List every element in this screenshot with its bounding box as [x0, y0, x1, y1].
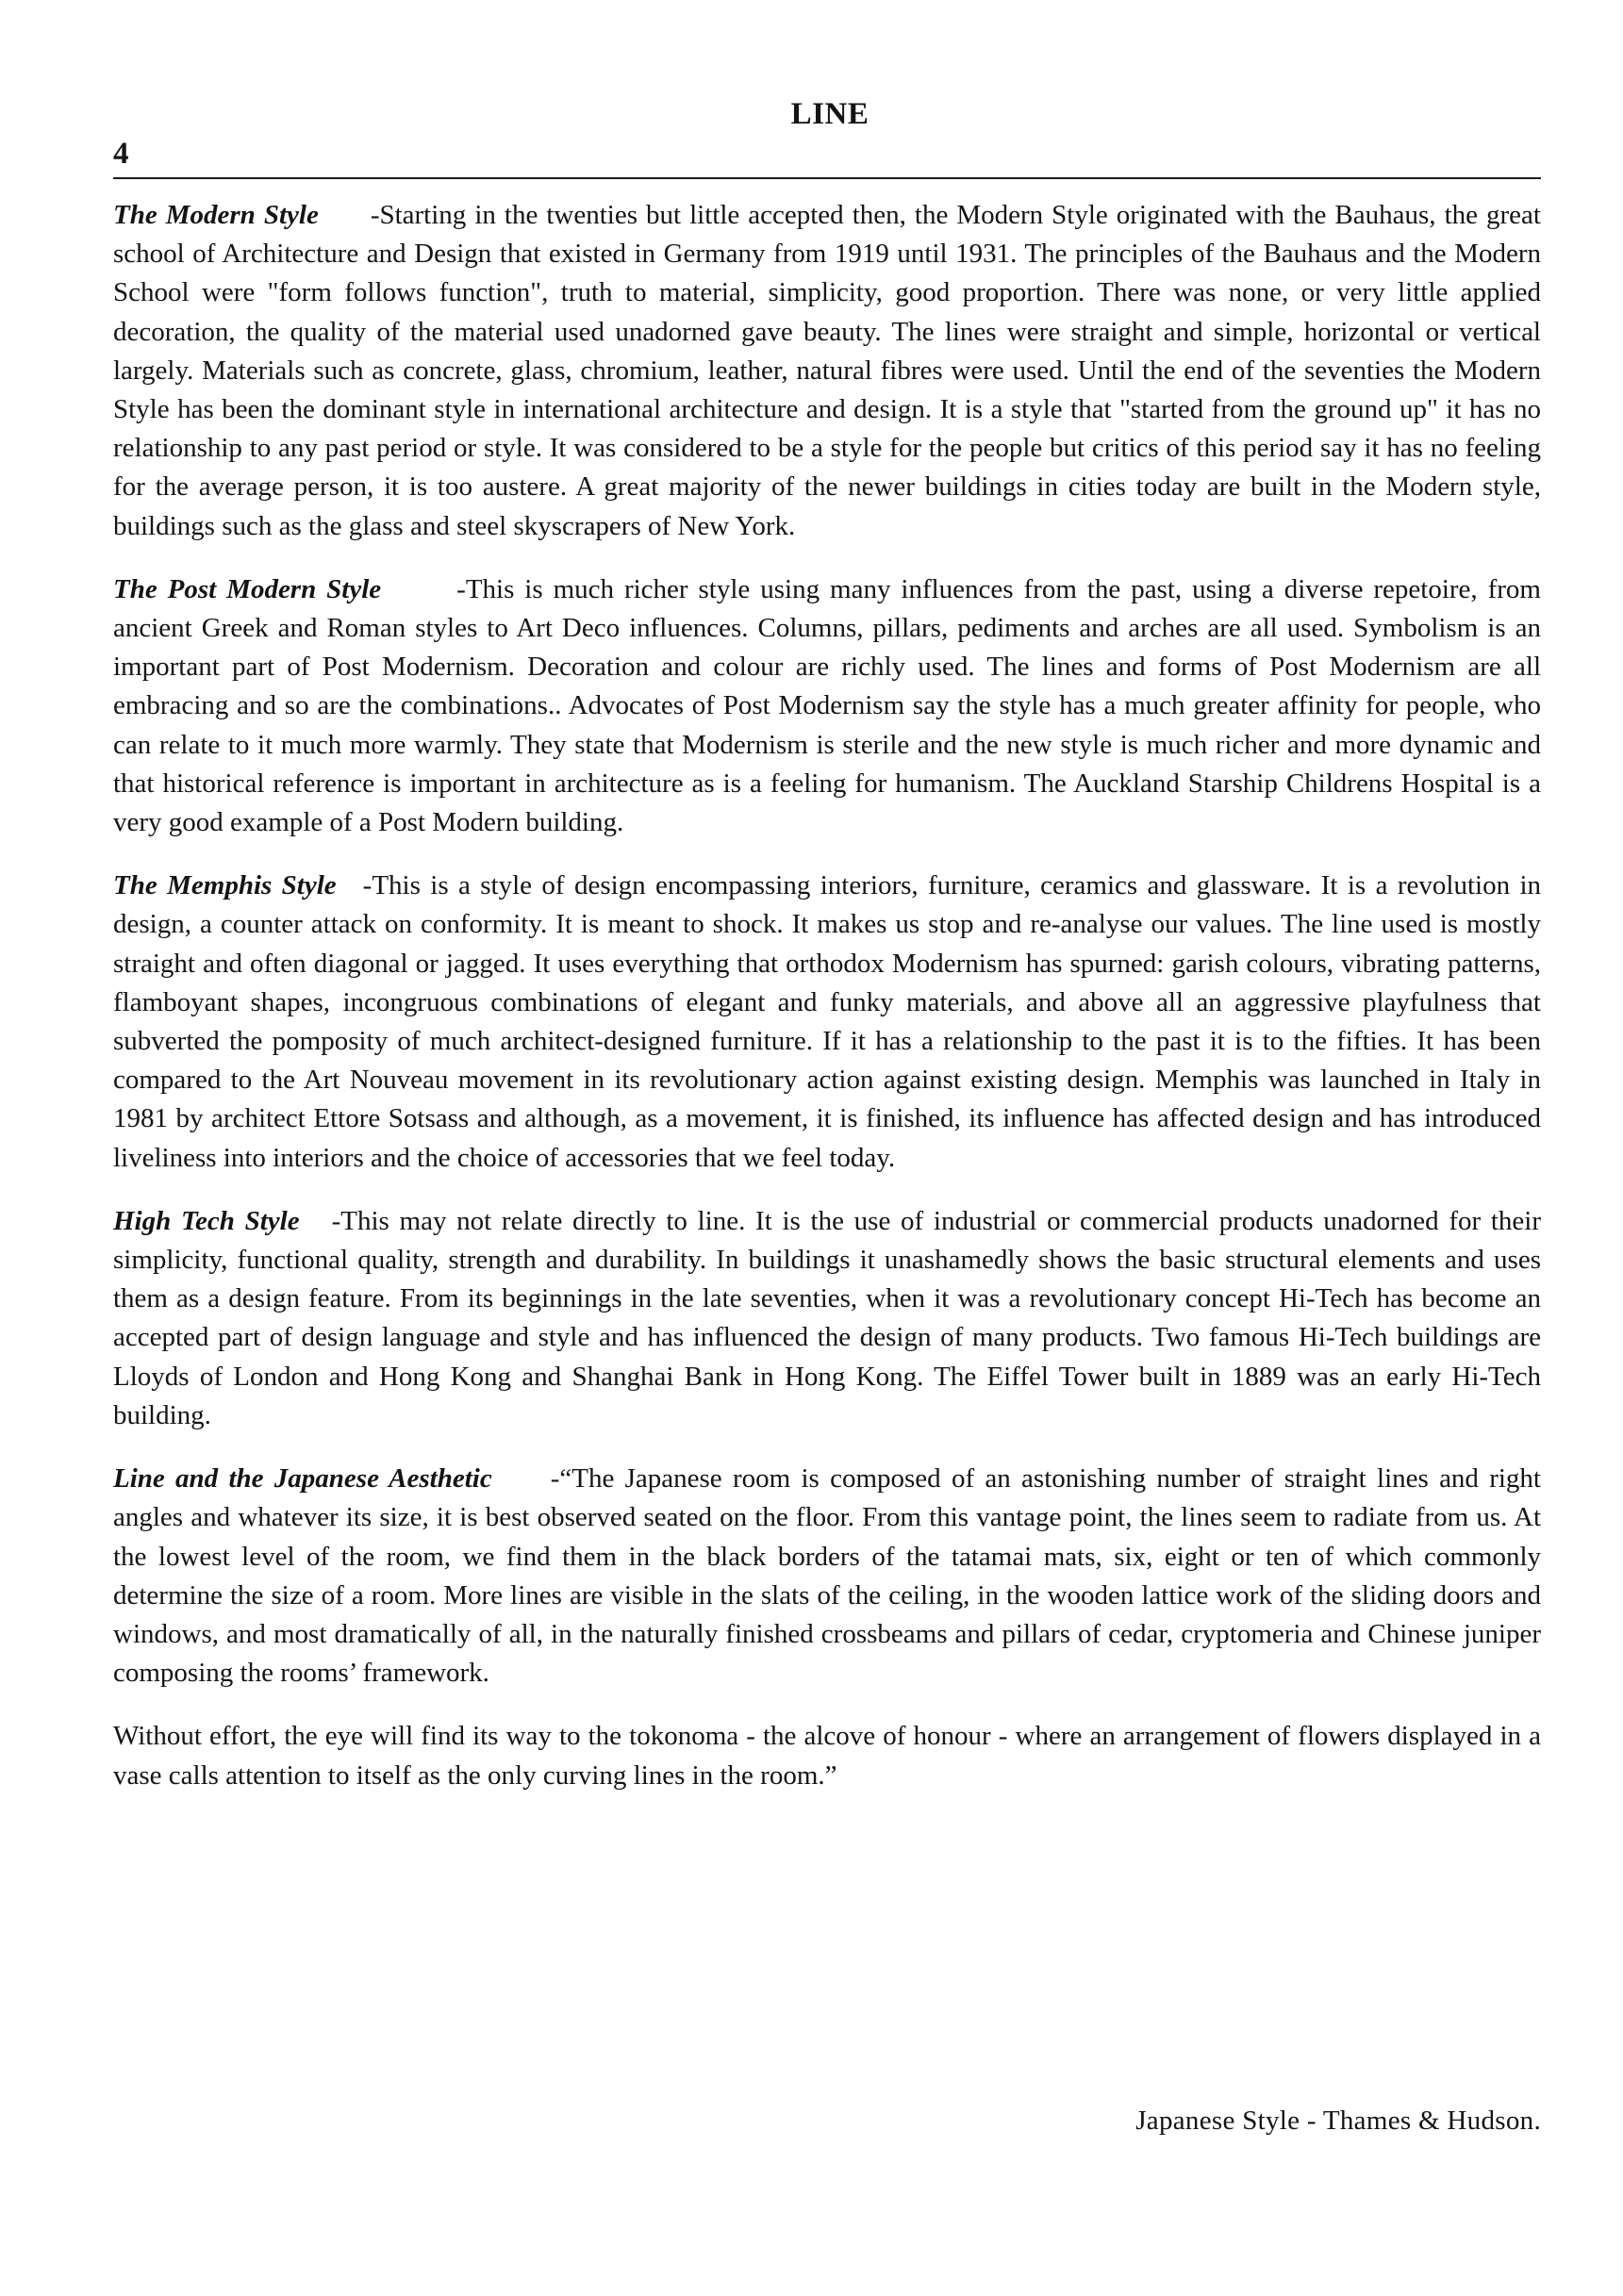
section-memphis-style	[113, 867, 1541, 1178]
running-title: LINE	[790, 97, 869, 131]
section-post-modern-style	[113, 570, 1541, 842]
article-body	[113, 196, 1541, 1820]
section-text: -This is a style of design encompassing interiors, furniture, ceramics and glassware. It is a revolution in design, a counter attack on conformity. It is meant to shock. It makes us stop and re-analyse our values. The line used is mostly straight and often diagonal or jagged. It uses everything that orthodox Modernism has spurned: garish colours, vibrating patterns, flamboyant shapes, incongruous combinations of elegant and funky materials, and above all an aggressive playfulness that subverted the pomposity of much architect-designed furniture. If it has a relationship to the past it is to the fifties. It has been compared to the Art Nouveau movement in its revolutionary action against existing design. Memphis was launched in Italy in 1981 by architect Ettore Sotsass and although, as a movement, it is finished, its influence has affected design and has introduced liveliness into interiors and the choice of accessories that we feel today.	[113, 870, 1542, 1173]
section-text: -Starting in the twenties but little accepted then, the Modern Style originated with the Bauhaus, the great school of Architecture and Design that existed in Germany from 1919 until 1931. The principles of the Bauhaus and the Modern School were "form follows function", truth to material, simplicity, good proportion. There was none, or very little applied decoration, the quality of the material used unadorned gave beauty. The lines were straight and simple, horizontal or vertical largely. Materials such as concrete, glass, chromium, leather, natural fibres were used. Until the end of the seventies the Modern Style has been the dominant style in international architecture and design. It is a style that "started from the ground up" it has no relationship to any past period or style. It was considered to be a style for the people but critics of this period say it has no feeling for the average person, it is too austere. A great majority of the newer buildings in cities today are built in the Modern style, buildings such as the glass and steel skyscrapers of New York.	[113, 200, 1541, 541]
section-japanese-aesthetic	[113, 1460, 1541, 1693]
source-citation: Japanese Style - Thames & Hudson.	[1135, 2106, 1541, 2136]
section-high-tech-style	[113, 1202, 1541, 1435]
section-heading: The Memphis Style	[113, 870, 337, 901]
section-text: -“The Japanese room is composed of an astonishing number of straight lines and right angles and whatever its size, it is best observed seated on the floor. From this vantage point, the lines seem to radiate from us. At the lowest level of the room, we find them in the black borders of the tatamai mats, six, eight or ten of which commonly determine the size of a room. More lines are visible in the slats of the ceiling, in the wooden lattice work of the sliding doors and windows, and most dramatically of all, in the naturally finished crossbeams and pillars of cedar, cryptomeria and Chinese juniper composing the rooms’ framework.	[113, 1463, 1541, 1689]
header-rule	[113, 177, 1541, 179]
closing-paragraph: Without effort, the eye will find its way to the tokonoma - the alcove of honour - where an arrangement of flowers displayed in a vase calls attention to itself as the only curving lines in the room.”	[113, 1721, 1541, 1791]
section-heading: The Modern Style	[113, 200, 319, 230]
section-text: -This is much richer style using many influences from the past, using a diverse repetoire, from ancient Greek and Roman styles to Art Deco influences. Columns, pillars, pediments and arches are all used. Symbolism is an important part of Post Modernism. Decoration and colour are richly used. The lines and forms of Post Modernism are all embracing and so are the combinations.. Advocates of Post Modernism say the style has a much greater affinity for people, who can relate to it much more warmly. They state that Modernism is sterile and the new style is much richer and more dynamic and that historical reference is important in architecture as is a feeling for humanism. The Auckland Starship Childrens Hospital is a very good example of a Post Modern building.	[113, 573, 1541, 838]
section-heading: Line and the Japanese Aesthetic	[113, 1463, 492, 1495]
section-heading: The Post Modern Style	[113, 573, 382, 604]
section-text: -This may not relate directly to line. It is the use of industrial or commercial products unadorned for their simplicity, functional quality, strength and durability. In buildings it unashamedly shows the basic structural elements and uses them as a design feature. From its beginnings in the late seventies, when it was a revolutionary concept Hi-Tech has become an accepted part of design language and style and has influenced the design of many products. Two famous Hi-Tech buildings are Lloyds of London and Hong Kong and Shanghai Bank in Hong Kong. The Eiffel Tower built in 1889 was an early Hi-Tech building.	[113, 1205, 1542, 1430]
section-heading: High Tech Style	[113, 1205, 300, 1236]
page-number: 4	[113, 137, 129, 171]
section-modern-style	[113, 196, 1541, 546]
